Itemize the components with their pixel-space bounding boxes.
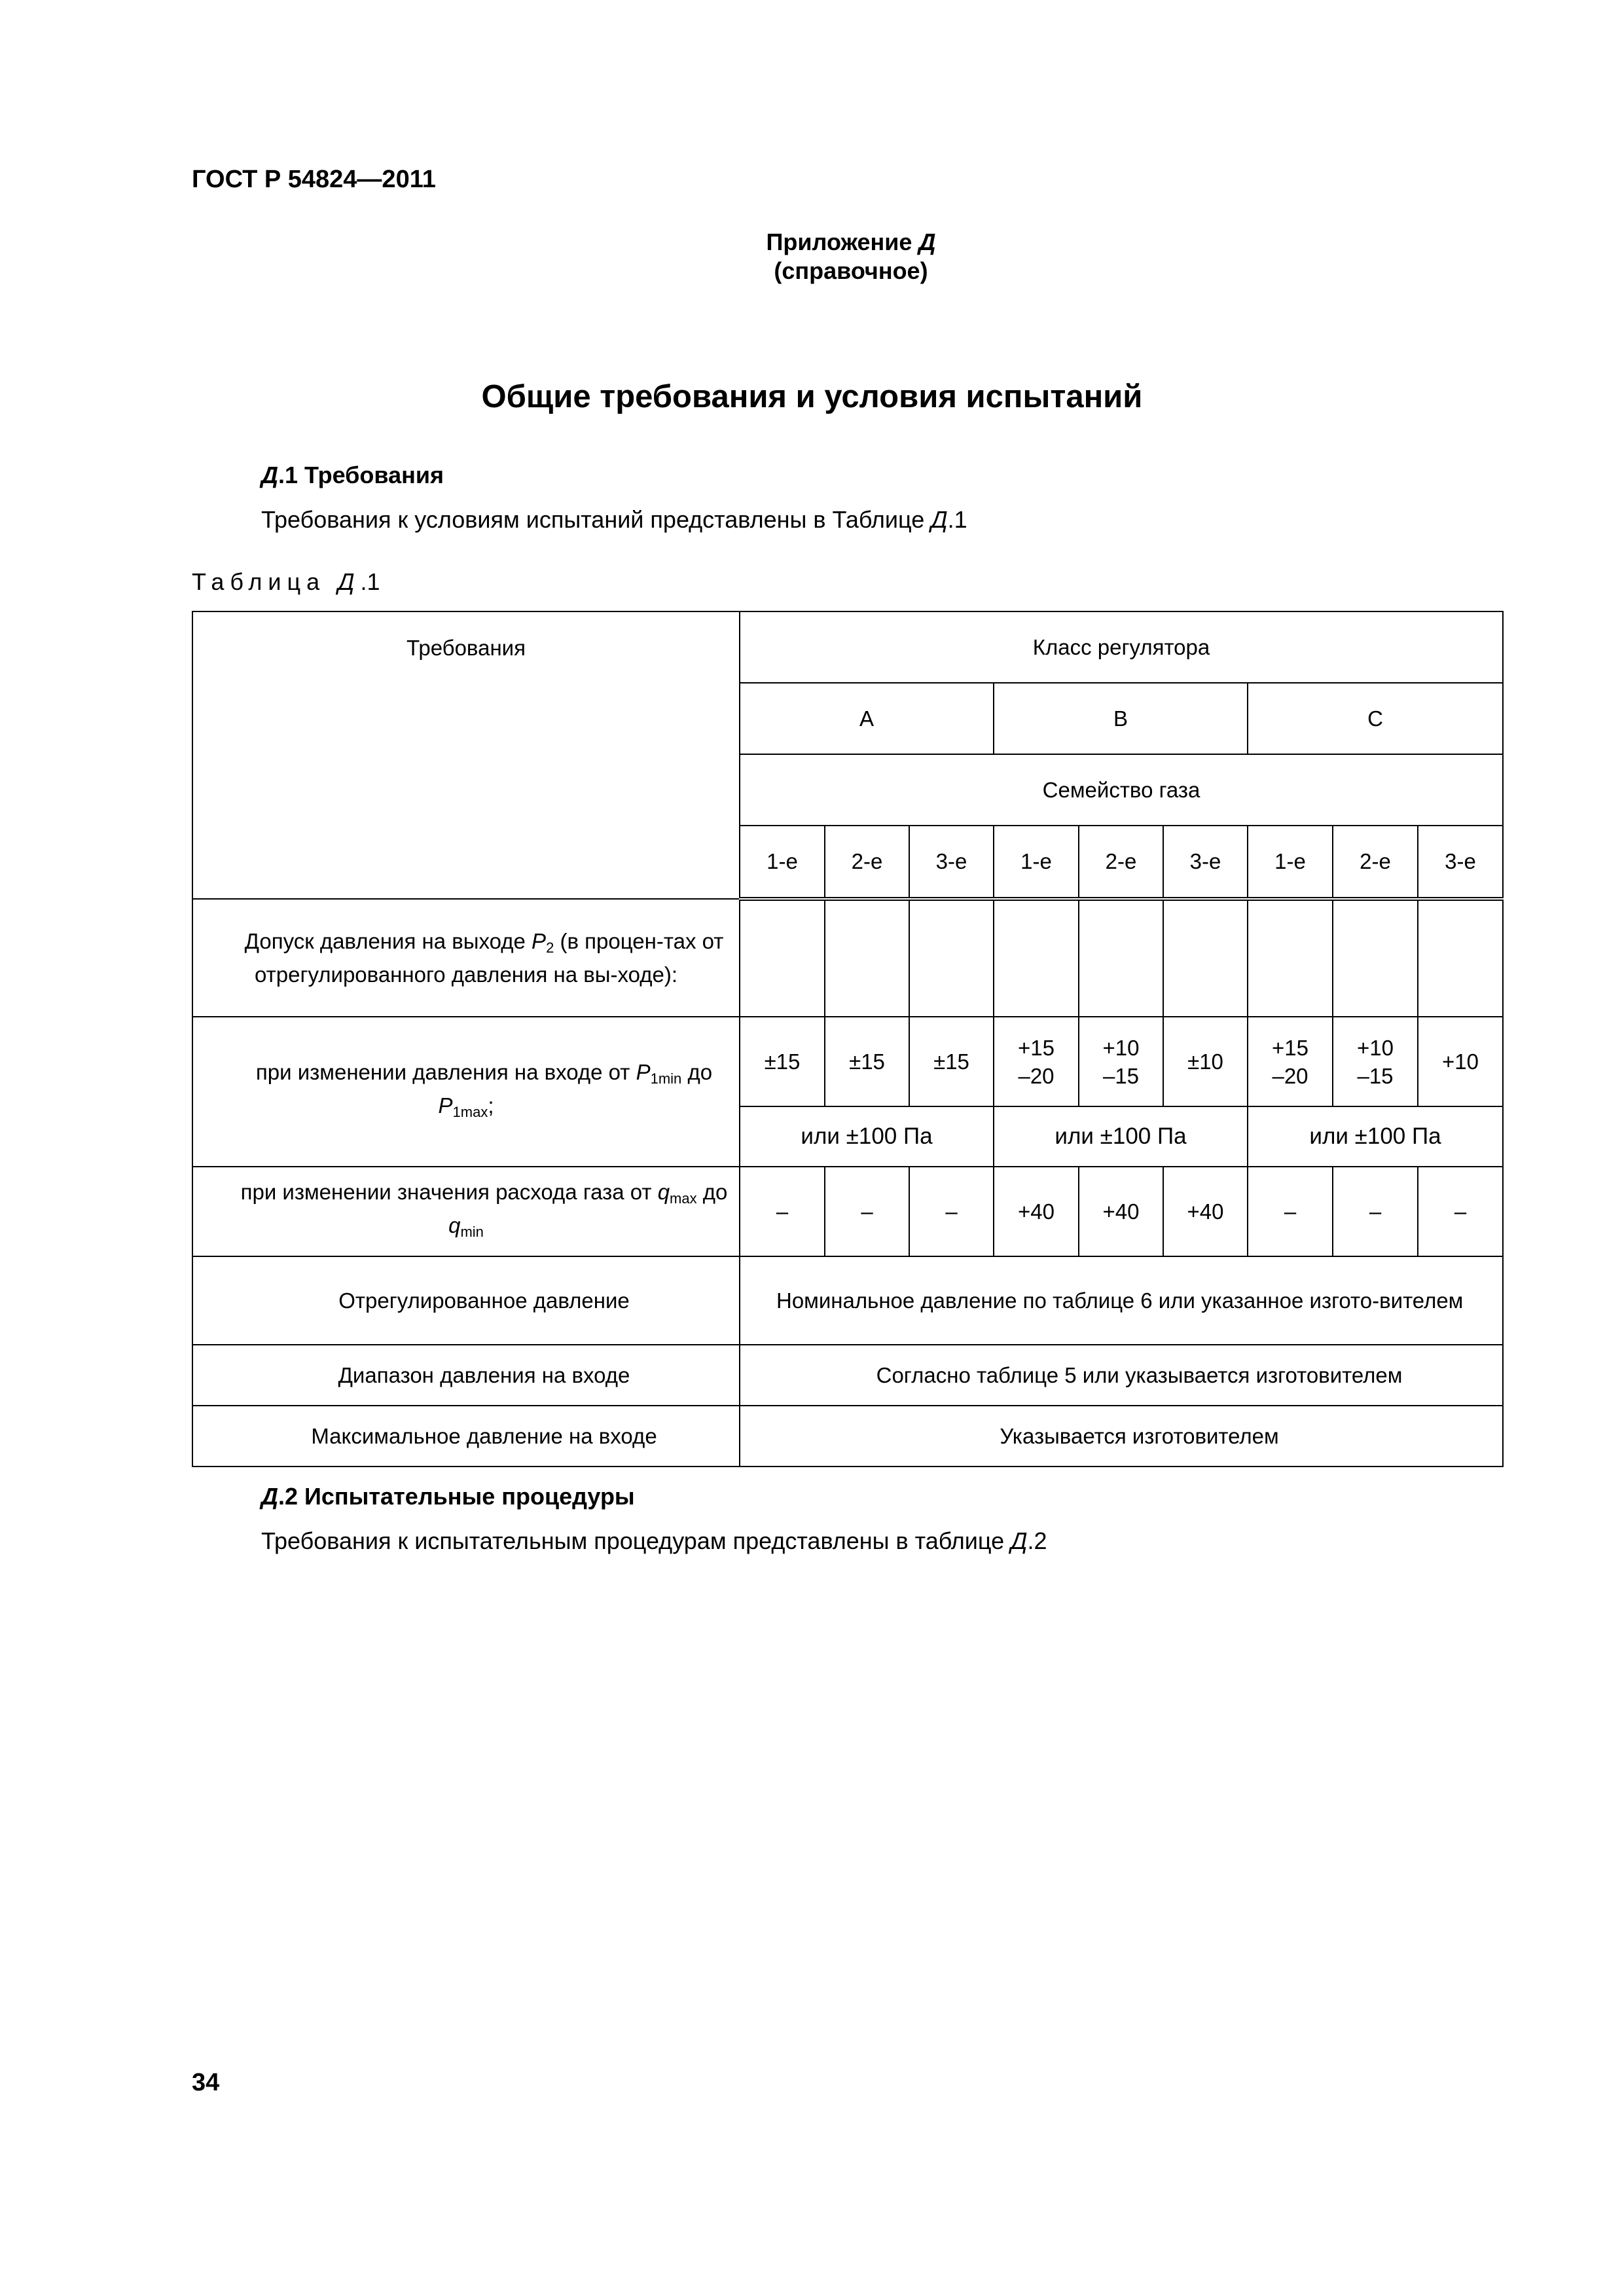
appendix-type: (справочное) — [774, 257, 928, 284]
row-max-inlet-value: Указывается изготовителем — [740, 1406, 1503, 1467]
value-cell: ±10 — [1163, 1017, 1248, 1106]
page-number: 34 — [192, 2069, 220, 2096]
section-2-heading: Д.2 Испытательные процедуры — [261, 1483, 635, 1510]
table-row — [192, 1167, 1503, 1256]
value-cell: – — [1418, 1167, 1503, 1256]
appendix-label: Приложение Д — [766, 228, 936, 255]
family-cell: 3-е — [1163, 826, 1248, 899]
header-row — [192, 611, 1503, 683]
document-code: ГОСТ Р 54824—2011 — [192, 166, 436, 193]
row-inlet-range-value: Согласно таблице 5 или указывается изготовителем — [740, 1345, 1503, 1406]
table-row — [192, 1017, 1503, 1106]
value-cell: +40 — [1079, 1167, 1163, 1256]
table-row — [192, 899, 1503, 1017]
requirements-header: Требования — [192, 611, 740, 899]
row-inlet-change-label: при изменении давления на входе от $P_{1min}$ до $P_{1max}$; — [192, 1017, 740, 1167]
value-cell: +15 –20 — [1248, 1017, 1333, 1106]
family-cell: 1-е — [994, 826, 1079, 899]
value-cell: +10 — [1418, 1017, 1503, 1106]
value-cell: – — [1248, 1167, 1333, 1256]
value-cell: +40 — [1163, 1167, 1248, 1256]
value-cell: – — [740, 1167, 825, 1256]
value-cell: +10 –15 — [1333, 1017, 1418, 1106]
section-2-text: Требования к испытательным процедурам представлены в таблице Д.2 — [261, 1527, 1047, 1554]
row-flow-change-label: при изменении значения расхода газа от $q_{max}$ до $q_{min}$ — [192, 1167, 740, 1256]
value-cell: ±15 — [909, 1017, 994, 1106]
family-cell: 2-е — [1079, 826, 1163, 899]
appendix-heading — [720, 228, 982, 285]
page-title: Общие требования и условия испытаний — [481, 379, 1143, 414]
value-cell: +40 — [994, 1167, 1079, 1256]
value-cell: – — [909, 1167, 994, 1256]
requirements-table — [192, 611, 1504, 1467]
value-cell: +10 –15 — [1079, 1017, 1163, 1106]
family-cell: 3-е — [1418, 826, 1503, 899]
row-set-pressure-label: Отрегулированное давление — [192, 1256, 740, 1345]
section-1-text: Требования к условиям испытаний представлены в Таблице Д.1 — [261, 506, 967, 533]
gas-family-header: Семейство газа — [740, 754, 1503, 826]
table-row — [192, 1256, 1503, 1345]
family-cell: 1-е — [740, 826, 825, 899]
value-cell: +15 –20 — [994, 1017, 1079, 1106]
alt-value-cell: или ±100 Па — [994, 1106, 1248, 1167]
regulator-class-header: Класс регулятора — [740, 611, 1503, 683]
family-cell: 2-е — [1333, 826, 1418, 899]
section-1-heading: Д.1 Требования — [261, 462, 444, 488]
table-row — [192, 1406, 1503, 1467]
value-cell: – — [1333, 1167, 1418, 1256]
row-set-pressure-value: Номинальное давление по таблице 6 или указанное изгото-вителем — [740, 1256, 1503, 1345]
value-cell: – — [825, 1167, 909, 1256]
class-c: C — [1248, 683, 1503, 754]
family-cell: 2-е — [825, 826, 909, 899]
class-b: B — [994, 683, 1248, 754]
family-cell: 1-е — [1248, 826, 1333, 899]
class-a: A — [740, 683, 994, 754]
alt-value-cell: или ±100 Па — [740, 1106, 994, 1167]
alt-value-cell: или ±100 Па — [1248, 1106, 1503, 1167]
row-max-inlet-label: Максимальное давление на входе — [192, 1406, 740, 1467]
table-row — [192, 1345, 1503, 1406]
family-cell: 3-е — [909, 826, 994, 899]
row-inlet-range-label: Диапазон давления на входе — [192, 1345, 740, 1406]
value-cell: ±15 — [825, 1017, 909, 1106]
row-pressure-tolerance-label: Допуск давления на выходе $P_2$ (в процен-тах от отрегулированного давления на вы-ходе): — [192, 899, 740, 1017]
table-caption: Таблица Д.1 — [192, 568, 380, 595]
value-cell: ±15 — [740, 1017, 825, 1106]
